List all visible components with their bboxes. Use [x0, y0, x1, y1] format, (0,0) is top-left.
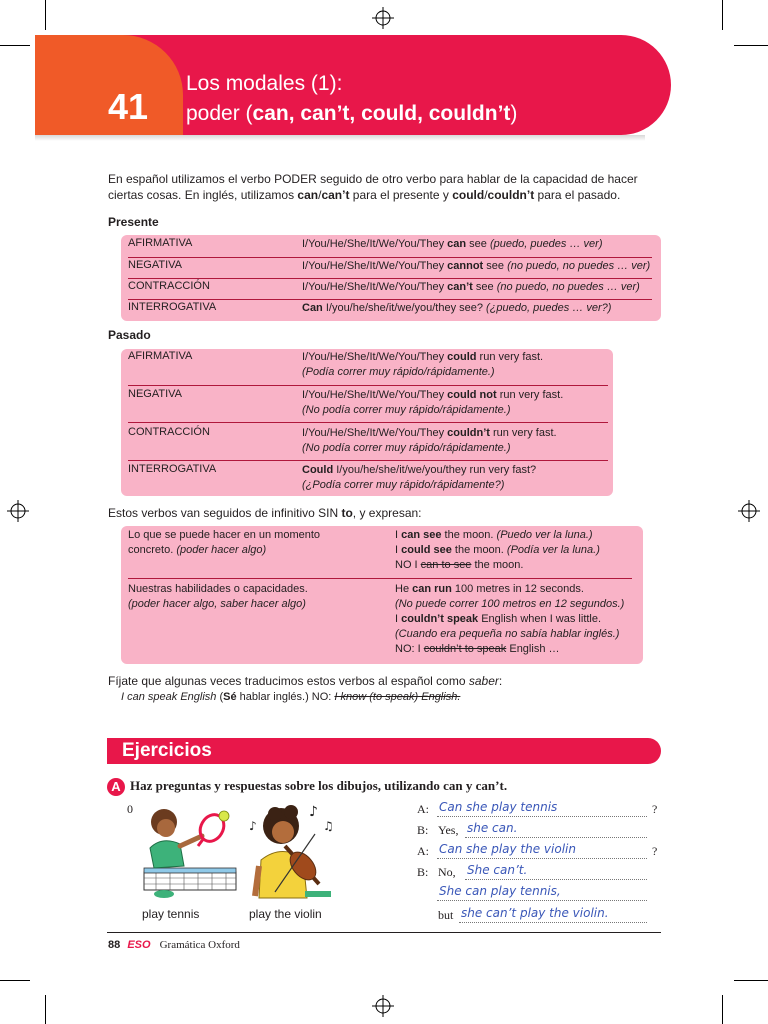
answer-line [417, 821, 662, 841]
handwritten-answer[interactable]: Can she play the violin [439, 842, 576, 856]
table-row-example: I/You/He/She/It/We/You/They couldn’t run very fast. (No podía correr muy rápido/rápidamente.) [302, 427, 557, 454]
table-rule [128, 385, 608, 386]
unit-title-line2: poder (can, can’t, could, couldn’t) [186, 102, 518, 125]
svg-text:♪: ♪ [309, 804, 318, 820]
crop-mark [45, 0, 46, 30]
page-number: 88 [108, 939, 121, 951]
table-row-label: NEGATIVA [128, 388, 182, 400]
fijate-note: Fíjate que algunas veces traducimos estos verbos al español como saber: I can speak English (Sé hablar inglés.) NO: I know (to speak) English. [108, 674, 503, 703]
answer-blank [465, 837, 647, 838]
table-row-label: CONTRACCIÓN [128, 280, 210, 292]
answer-blank [465, 879, 647, 880]
infinitivo-right-2: He can run 100 metres in 12 seconds. (No puede correr 100 metros en 12 segundos.) I couldn’t speak English when I was little. (Cuando era pequeña no sabía hablar inglés.) NO: I couldn’t to speak English … [395, 583, 625, 655]
infinitivo-right-1: I can see the moon. (Puedo ver la luna.) I could see the moon. (Podía ver la luna.) NO I can to see the moon. [395, 529, 600, 571]
table-row-example: Can I/you/he/she/it/we/you/they see? (¿puedo, puedes … ver?) [302, 302, 612, 314]
registration-mark-icon [7, 500, 29, 522]
table-rule [128, 460, 608, 461]
footer [108, 939, 240, 951]
table-row-example: I/You/He/She/It/We/You/They could run very fast. (Podía correr muy rápido/rápidamente.) [302, 351, 544, 378]
crop-mark [734, 45, 768, 46]
table-row-label: CONTRACCIÓN [128, 426, 210, 438]
table-row-example: I/You/He/She/It/We/You/They could not run very fast. (No podía correr muy rápido/rápidamente.) [302, 389, 564, 416]
answer-blank [437, 900, 647, 901]
answer-line [417, 800, 662, 820]
handwritten-answer[interactable]: Can she play tennis [439, 800, 558, 814]
crop-mark [0, 45, 30, 46]
table-row-example: I/You/He/She/It/We/You/They cannot see (no puedo, no puedes … ver) [302, 260, 651, 272]
table-rule [128, 257, 652, 258]
crop-mark [0, 980, 30, 981]
table-rule [128, 278, 652, 279]
violin-girl-illustration [245, 800, 337, 904]
table-row-label: AFIRMATIVA [128, 350, 193, 362]
table-rule [128, 422, 608, 423]
unit-number: 41 [108, 86, 149, 127]
table-row-example: I/You/He/She/It/We/You/They can’t see (no puedo, no puedes … ver) [302, 281, 640, 293]
infinitivo-intro: Estos verbos van seguidos de infinitivo SIN to, y expresan: [108, 506, 422, 520]
table-row-example: Could I/you/he/she/it/we/you/they run very fast? (¿Podía correr muy rápido/rápidamente?) [302, 464, 537, 491]
header-shadow [35, 135, 645, 141]
table-rule [128, 299, 652, 300]
table-rule [128, 578, 632, 579]
table-row-label: NEGATIVA [128, 259, 182, 271]
tennis-girl-illustration [140, 802, 238, 902]
table-row-label: INTERROGATIVA [128, 463, 217, 475]
answer-lead: Yes, [438, 823, 459, 837]
exercise-badge: A [107, 778, 125, 796]
crop-mark [45, 995, 46, 1024]
exercise-instruction: Haz preguntas y respuestas sobre los dibujos, utilizando can y can’t. [130, 778, 508, 793]
answer-line [417, 863, 662, 883]
speaker-label: B: [417, 823, 429, 837]
series-label: ESO [127, 939, 151, 951]
table-row-label: INTERROGATIVA [128, 301, 217, 313]
answer-blank [437, 858, 647, 859]
speaker-label: A: [417, 802, 429, 816]
answer-line [417, 884, 662, 904]
answer-line [417, 842, 662, 862]
handwritten-answer[interactable]: She can’t. [467, 863, 528, 877]
unit-title-line1: Los modales (1): [186, 72, 343, 95]
infinitivo-left-1: Lo que se puede hacer en un momento concreto. (poder hacer algo) [128, 529, 321, 556]
crop-mark [734, 980, 768, 981]
question-mark: ? [652, 802, 658, 816]
item-number: 0 [127, 802, 133, 816]
svg-text:♫: ♫ [323, 819, 334, 833]
answer-blank [437, 816, 647, 817]
handwritten-answer[interactable]: She can play tennis, [439, 884, 561, 898]
registration-mark-icon [372, 7, 394, 29]
pic1-caption: play tennis [142, 907, 200, 921]
table-row-label: AFIRMATIVA [128, 237, 193, 249]
handwritten-answer[interactable]: she can. [467, 821, 518, 835]
book-title: Gramática Oxford [159, 939, 240, 951]
presente-heading: Presente [108, 215, 159, 229]
question-mark: ? [652, 844, 658, 858]
handwritten-answer[interactable]: she can’t play the violin. [461, 906, 609, 920]
infinitivo-left-2: Nuestras habilidades o capacidades. (poder hacer algo, saber hacer algo) [128, 583, 308, 610]
crop-mark [722, 995, 723, 1024]
speaker-label: B: [417, 865, 429, 879]
pasado-heading: Pasado [108, 328, 151, 342]
crop-mark [722, 0, 723, 30]
table-row-example: I/You/He/She/It/We/You/They can see (puedo, puedes … ver) [302, 238, 603, 250]
intro-paragraph: En español utilizamos el verbo PODER seguido de otro verbo para hablar de la capacidad de hacer ciertas cosas. En inglés, utilizamos can/can’t para el presente y could/couldn’t para el pasado. [108, 172, 638, 202]
answer-lead: No, [438, 865, 456, 879]
answer-blank [459, 922, 647, 923]
answer-lead: but [438, 908, 454, 922]
pic2-caption: play the violin [249, 907, 322, 921]
footer-rule [107, 932, 661, 933]
speaker-label: A: [417, 844, 429, 858]
ejercicios-title: Ejercicios [122, 740, 212, 761]
registration-mark-icon [372, 995, 394, 1017]
answer-line [417, 906, 662, 926]
registration-mark-icon [738, 500, 760, 522]
svg-text:♪: ♪ [249, 819, 257, 833]
